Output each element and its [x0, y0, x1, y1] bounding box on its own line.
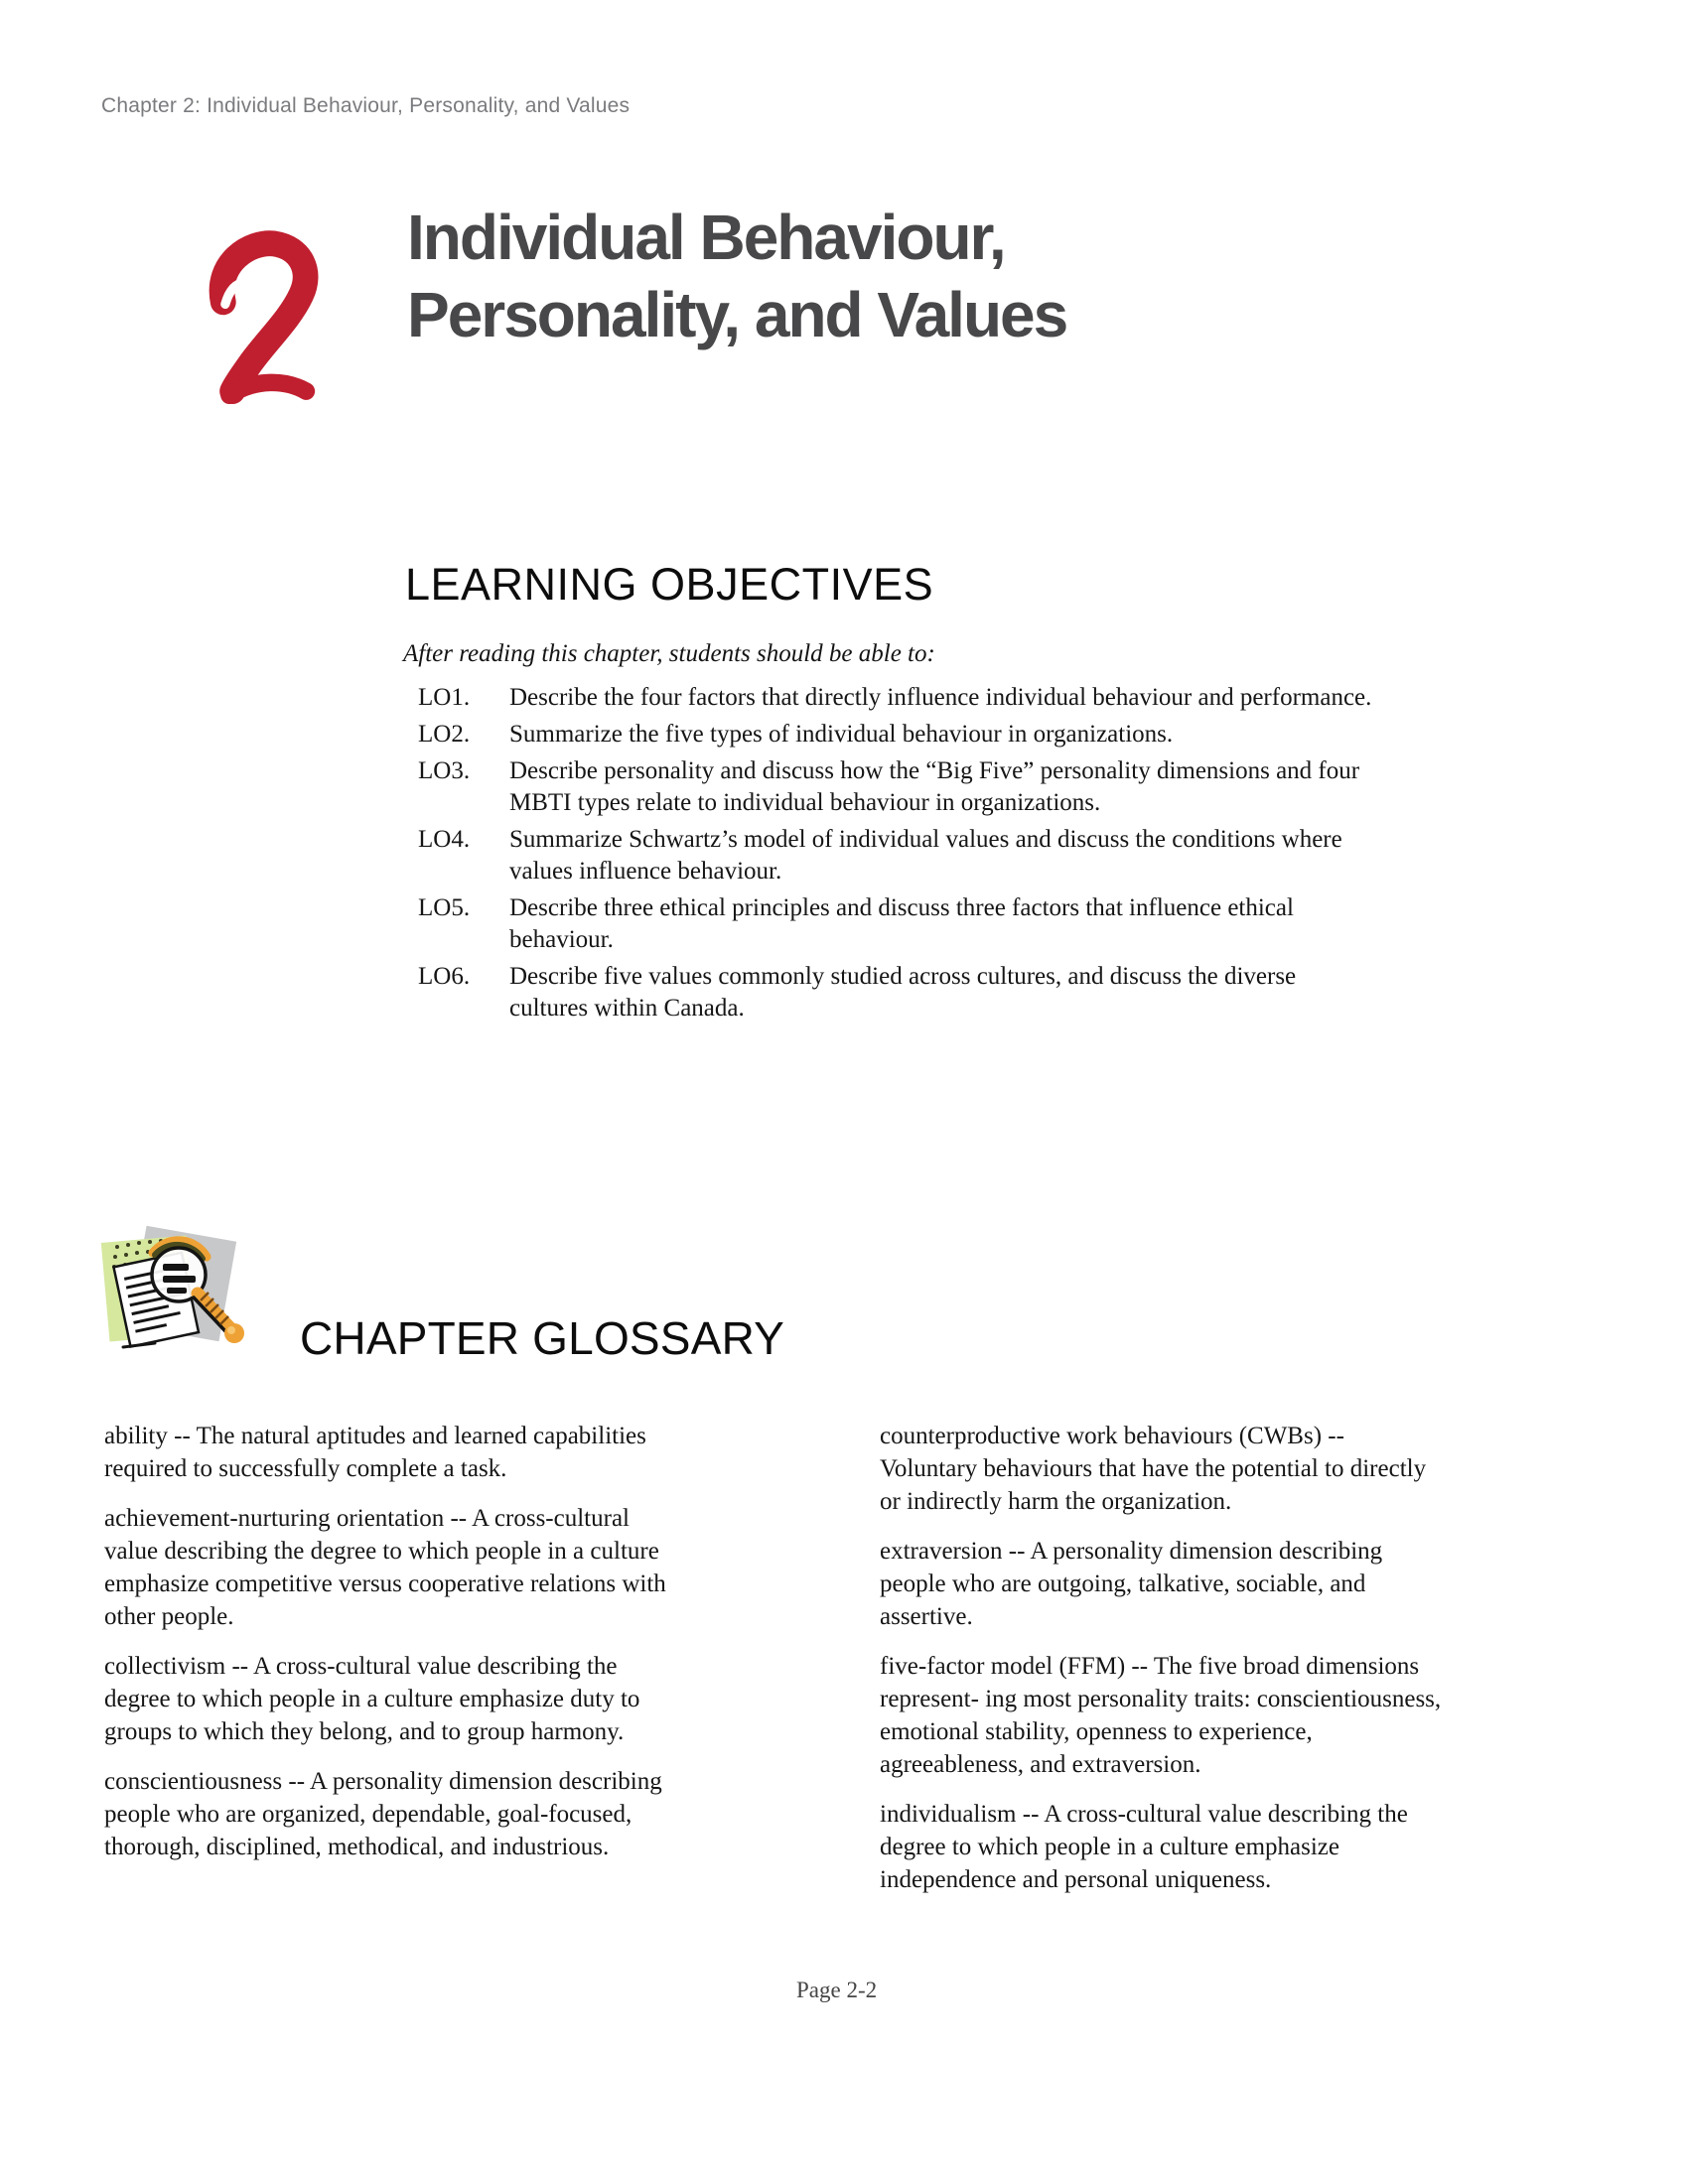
learning-objectives-section [403, 559, 1605, 1029]
learning-objectives-list [403, 682, 1605, 1024]
glossary-entry: extraversion -- A personality dimension describing people who are outgoing, talkative, sociable, and assertive. [880, 1538, 1383, 1630]
running-header: Chapter 2: Individual Behaviour, Personality, and Values [101, 94, 631, 117]
list-item [403, 719, 1605, 751]
glossary-heading: CHAPTER GLOSSARY [300, 1312, 785, 1365]
chapter-number-figure [205, 228, 320, 419]
lo-label: LO3. [418, 757, 471, 784]
glossary-entry: ability -- The natural aptitudes and learned capabilities required to successfully complete a task. [104, 1423, 646, 1482]
list-item [403, 824, 1605, 887]
lo-text: Describe five values commonly studied across cultures, and discuss the diverse cultures within Canada. [509, 963, 1297, 1022]
learning-objectives-intro: After reading this chapter, students should be able to: [403, 640, 935, 667]
lo-label: LO1. [418, 684, 471, 711]
lo-text: Describe the four factors that directly influence individual behaviour and performance. [509, 684, 1372, 711]
glossary-body [104, 1420, 1586, 1913]
list-item [403, 892, 1605, 956]
glossary-entry: individualism -- A cross-cultural value describing the degree to which people in a culture emphasize independence and personal uniqueness. [880, 1801, 1408, 1893]
lo-text: Summarize the five types of individual behaviour in organizations. [509, 721, 1174, 748]
lo-text: Describe personality and discuss how the “Big Five” personality dimensions and four MBTI types relate to individual behaviour in organizations. [509, 757, 1360, 816]
list-item [403, 961, 1605, 1024]
lo-label: LO4. [418, 826, 471, 853]
lo-text: Summarize Schwartz’s model of individual values and discuss the conditions where values influence behaviour. [509, 826, 1342, 885]
brush-numeral-2-icon [205, 228, 320, 419]
lo-label: LO6. [418, 963, 471, 990]
lo-text: Describe three ethical principles and discuss three factors that influence ethical behaviour. [509, 894, 1294, 953]
glossary-entry: counterproductive work behaviours (CWBs) -- Voluntary behaviours that have the potential to directly or indirectly harm the organization. [880, 1423, 1427, 1515]
lo-label: LO5. [418, 894, 471, 921]
list-item [403, 755, 1605, 819]
glossary-entry: achievement-nurturing orientation -- A cross-cultural value describing the degree to which people in a culture emphasize competitive versus cooperative relations with other people. [104, 1505, 666, 1630]
glossary-entry: collectivism -- A cross-cultural value describing the degree to which people in a culture emphasize duty to groups to which they belong, and to group harmony. [104, 1653, 640, 1745]
glossary-entry: five-factor model (FFM) -- The five broad dimensions represent- ing most personality traits: conscientiousness, emotional stability, openness to experience, agreeableness, and extraversion. [880, 1653, 1442, 1778]
page-number-clipped [796, 1978, 915, 2002]
glossary-section-icon [97, 1227, 266, 1358]
list-item [403, 682, 1605, 714]
glossary-column-left [104, 1420, 810, 1913]
chapter-title: Individual Behaviour, Personality, and Values [407, 202, 1067, 350]
document-magnifier-icon [97, 1227, 266, 1358]
glossary-entry: conscientiousness -- A personality dimension describing people who are organized, dependable, goal-focused, thorough, disciplined, methodical, and industrious. [104, 1768, 662, 1860]
lo-label: LO2. [418, 721, 471, 748]
page-number-text: Page 2-2 [796, 1978, 878, 2002]
glossary-column-right [880, 1420, 1586, 1913]
learning-objectives-heading: LEARNING OBJECTIVES [405, 559, 934, 610]
